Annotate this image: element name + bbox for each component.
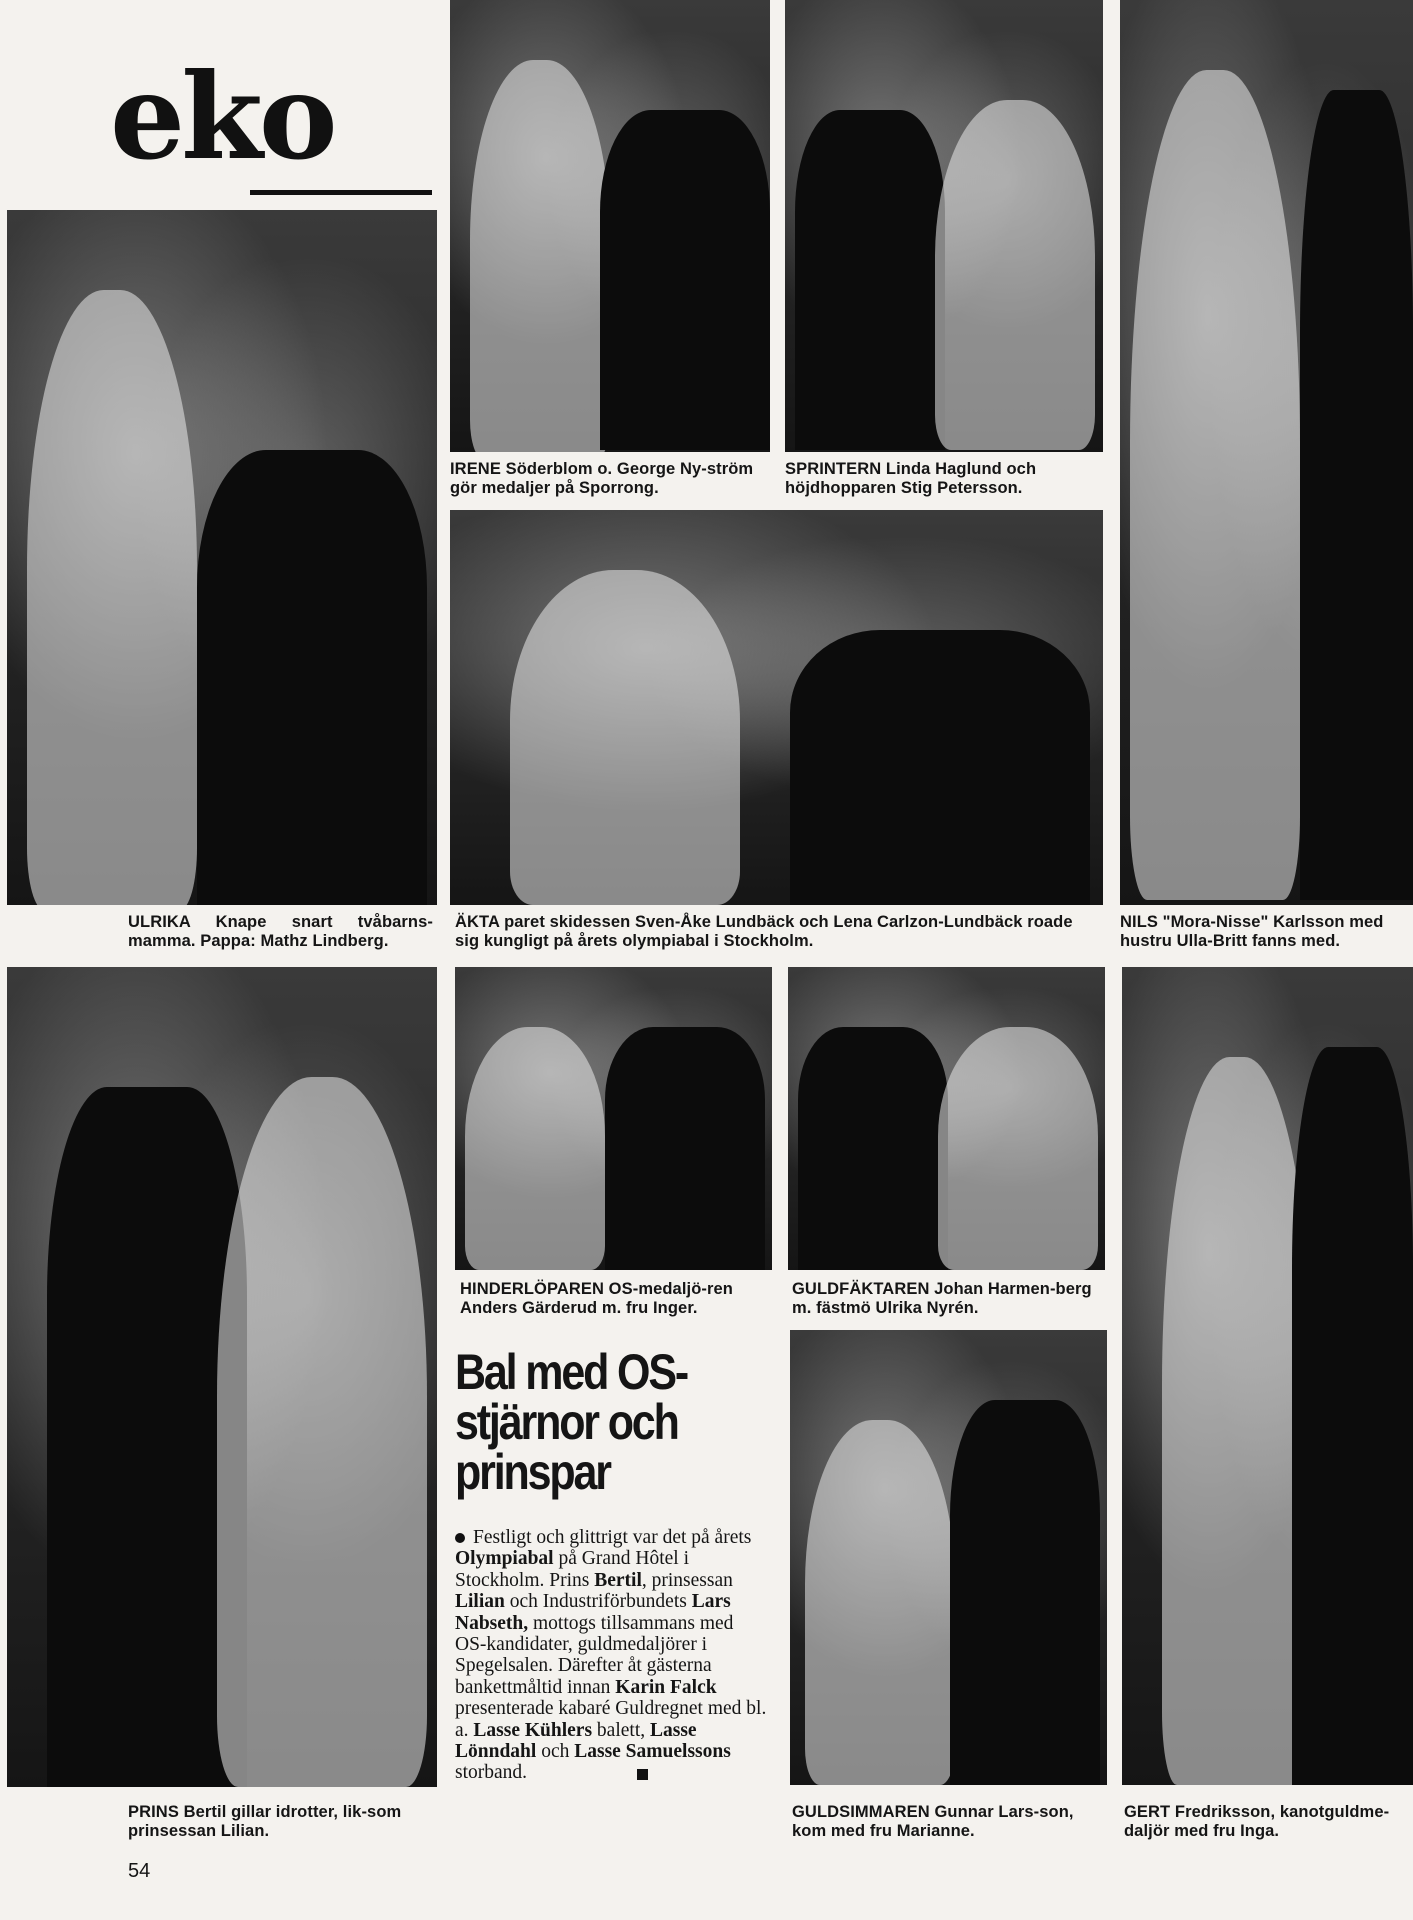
photo-hinderloparen — [455, 967, 772, 1270]
caption-nils — [1120, 913, 1413, 951]
caption-ulrika — [128, 913, 433, 951]
caption-lead: ULRIKA — [128, 913, 191, 931]
photo-akta-paret — [450, 510, 1103, 905]
caption-prins — [128, 1803, 433, 1841]
body-text: storband. — [455, 1762, 528, 1784]
body-text: och Industriförbundets — [504, 1591, 692, 1613]
caption-lead: HINDERLÖPAREN — [460, 1280, 604, 1298]
photo-sprintern — [785, 0, 1103, 452]
caption-text: Söderblom o. George Ny-ström gör medaljer på Sporrong. — [450, 460, 754, 497]
caption-text: Bertil gillar idrotter, lik-som prinsessan Lilian. — [128, 1803, 402, 1840]
photo-irene-george — [450, 0, 770, 452]
body-text: , prinsessan — [641, 1569, 733, 1591]
photo-gert-fredriksson — [1122, 967, 1413, 1785]
body-text: mottogs tillsammans med OS-kandidater, guldmedaljörer i Spegelsalen. Därefter åt gästerna bankettmåltid innan — [455, 1612, 734, 1698]
caption-akta — [455, 913, 1095, 951]
caption-hinderloparen — [460, 1280, 770, 1318]
body-bold: Lasse Lönndahl — [455, 1719, 697, 1763]
caption-text: Fredriksson, kanotguldme-daljör med fru Inga. — [1124, 1803, 1390, 1840]
body-text: presenterade kabaré Guldregnet med bl. a. — [455, 1698, 767, 1741]
body-bold: Olympiabal — [455, 1548, 554, 1570]
caption-lead: NILS — [1120, 913, 1158, 931]
body-bold: Lars Nabseth, — [455, 1591, 731, 1634]
caption-lead: SPRINTERN — [785, 460, 882, 478]
caption-guldfaktaren — [792, 1280, 1105, 1318]
caption-lead: GULDFÄKTAREN — [792, 1280, 930, 1298]
caption-gert — [1124, 1803, 1413, 1841]
page-number: 54 — [128, 1860, 151, 1882]
body-text: balett, — [592, 1719, 650, 1741]
body-bold: Lilian — [455, 1591, 505, 1613]
photo-ulrika-mathz — [7, 210, 437, 905]
caption-lead: ÄKTA — [455, 913, 500, 931]
body-text: Festligt och glittrigt var det på årets — [473, 1527, 752, 1548]
caption-text: "Mora-Nisse" Karlsson med hustru Ulla-Britt fanns med. — [1120, 913, 1384, 950]
article-headline: Bal med OS-stjärnor och prinspar — [455, 1344, 688, 1500]
eko-logo: eko — [110, 47, 334, 186]
caption-text: Gunnar Lars-son, kom med fru Marianne. — [792, 1803, 1074, 1840]
article-body — [455, 1527, 768, 1784]
caption-lead: GULDSIMMAREN — [792, 1803, 930, 1821]
caption-lead: IRENE — [450, 460, 501, 478]
photo-prins-bertil — [7, 967, 437, 1787]
caption-text: Johan Harmen-berg m. fästmö Ulrika Nyrén. — [792, 1280, 1092, 1317]
logo-underline — [250, 190, 432, 195]
body-bold: Bertil — [594, 1569, 642, 1591]
caption-text: Knape snart tvåbarns-mamma. Pappa: Mathz Lindberg. — [128, 913, 433, 950]
caption-text: paret skidessen Sven-Åke Lundbäck och Lena Carlzon-Lundbäck roade sig kungligt på årets olympiabal i Stockholm. — [455, 913, 1073, 950]
caption-irene — [450, 460, 770, 498]
body-bold: Karin Falck — [615, 1676, 717, 1698]
body-bold: Lasse Kühlers — [473, 1719, 593, 1741]
caption-lead: PRINS — [128, 1803, 179, 1821]
caption-text: OS-medaljö-ren Anders Gärderud m. fru Inger. — [460, 1280, 733, 1317]
photo-guldsimmaren — [790, 1330, 1107, 1785]
caption-lead: GERT — [1124, 1803, 1171, 1821]
photo-nils-karlsson — [1120, 0, 1413, 905]
body-text: på Grand Hôtel i Stockholm. Prins — [455, 1548, 689, 1591]
photo-guldfaktaren — [788, 967, 1105, 1270]
caption-text: Linda Haglund och höjdhopparen Stig Petersson. — [785, 460, 1037, 497]
bullet-icon — [455, 1533, 465, 1543]
body-bold: Lasse Samuelssons — [574, 1741, 731, 1763]
end-mark-icon — [637, 1769, 648, 1780]
body-text: och — [536, 1741, 575, 1763]
caption-guldsimmaren — [792, 1803, 1107, 1841]
caption-sprintern — [785, 460, 1105, 498]
